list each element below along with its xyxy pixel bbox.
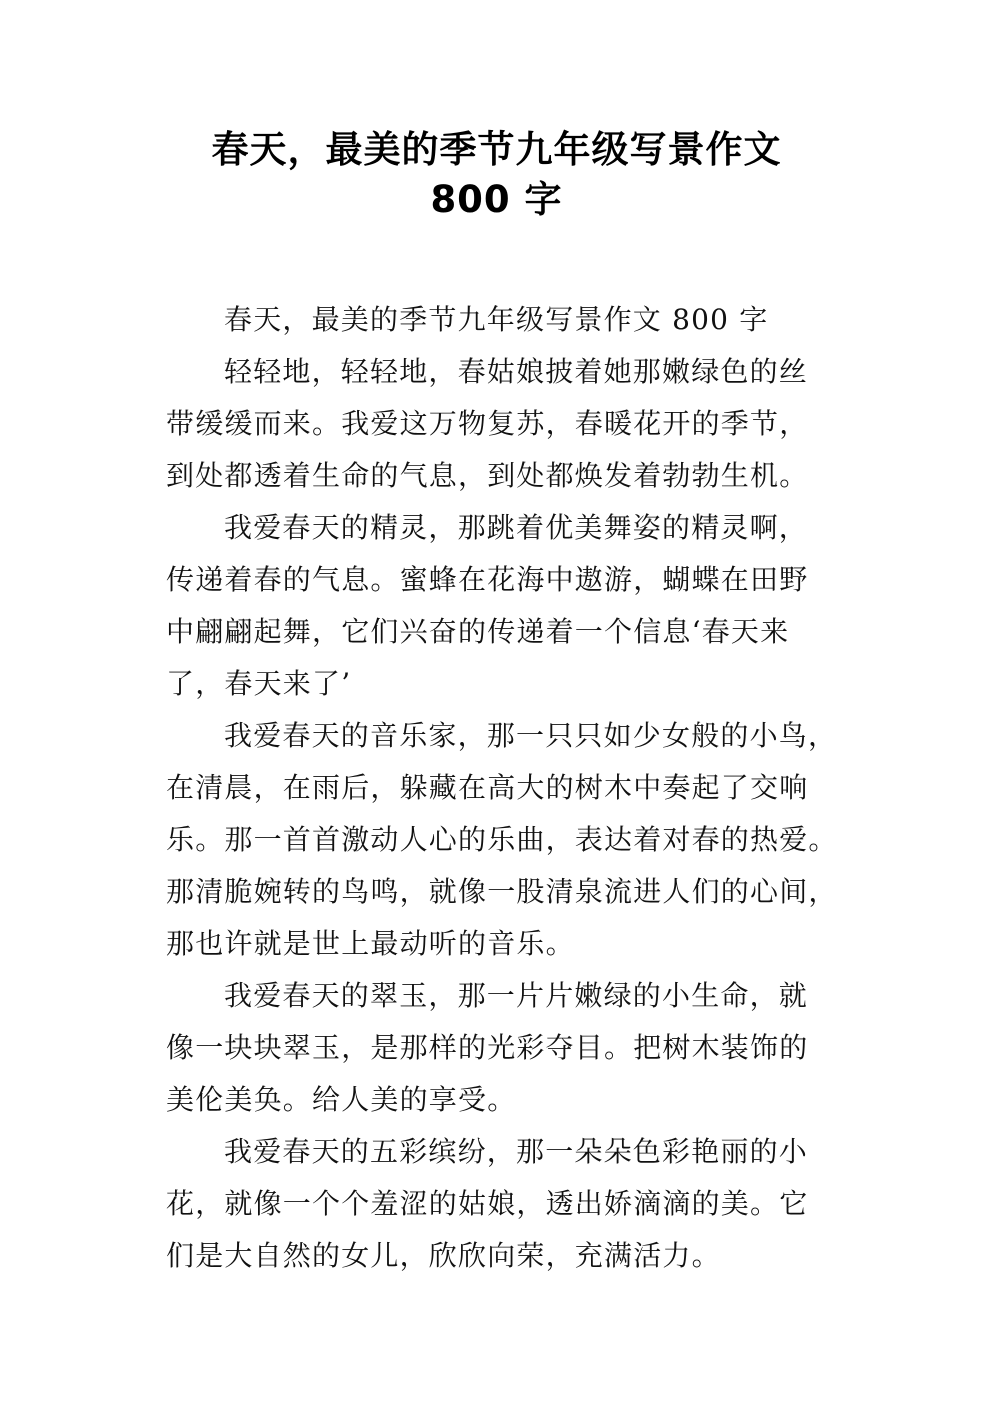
paragraph-line: 那清脆婉转的鸟鸣，就像一股清泉流进人们的心间， xyxy=(166,875,838,908)
paragraph-line: 那也许就是世上最动听的音乐。 xyxy=(166,927,575,960)
paragraph-first-line: 我爱春天的五彩缤纷，那一朵朵色彩艳丽的小 xyxy=(224,1135,809,1168)
document-title-line-1: 春天，最美的季节九年级写景作文 xyxy=(211,128,782,171)
paragraph-line: 带缓缓而来。我爱这万物复苏，春暖花开的季节， xyxy=(166,407,809,440)
paragraph-line: 美伦美奂。给人美的享受。 xyxy=(166,1083,517,1116)
paragraph-line: 像一块块翠玉，是那样的光彩夺目。把树木装饰的 xyxy=(166,1031,809,1064)
paragraph-line: 在清晨，在雨后，躲藏在高大的树木中奏起了交响 xyxy=(166,771,809,804)
paragraph-line: 到处都透着生命的气息，到处都焕发着勃勃生机。 xyxy=(166,459,809,492)
paragraph-line: 中翩翩起舞，它们兴奋的传递着一个信息‘春天来 xyxy=(166,615,790,648)
paragraph-first-line: 春天，最美的季节九年级写景作文 800 字 xyxy=(224,303,769,336)
document-title-line-2: 800 字 xyxy=(430,178,563,221)
paragraph-first-line: 我爱春天的精灵，那跳着优美舞姿的精灵啊， xyxy=(224,511,809,544)
paragraph-first-line: 我爱春天的翠玉，那一片片嫩绿的小生命，就 xyxy=(224,979,809,1012)
paragraph-line: 了，春天来了’ xyxy=(166,667,352,700)
paragraph-first-line: 轻轻地，轻轻地，春姑娘披着她那嫩绿色的丝 xyxy=(224,355,809,388)
paragraph-line: 花，就像一个个羞涩的姑娘，透出娇滴滴的美。它 xyxy=(166,1187,809,1220)
paragraph-line: 乐。那一首首激动人心的乐曲，表达着对春的热爱。 xyxy=(166,823,838,856)
paragraph-line: 传递着春的气息。蜜蜂在花海中遨游，蝴蝶在田野 xyxy=(166,563,809,596)
paragraph-line: 们是大自然的女儿，欣欣向荣，充满活力。 xyxy=(166,1239,721,1272)
paragraph-first-line: 我爱春天的音乐家，那一只只如少女般的小鸟， xyxy=(224,719,838,752)
